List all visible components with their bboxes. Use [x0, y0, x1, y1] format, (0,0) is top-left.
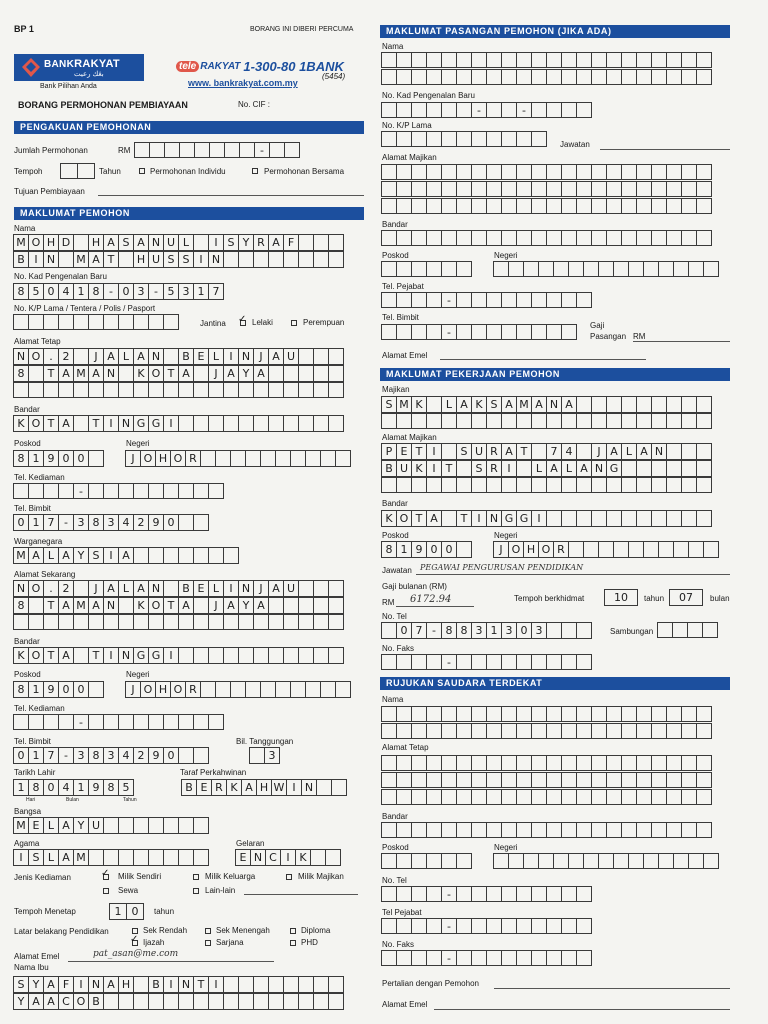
- sek-menengah-checkbox[interactable]: [205, 928, 211, 934]
- alamat-tetap-field-1[interactable]: N O . 2 J A L A N B E L I N J A U: [14, 348, 344, 365]
- sewa-checkbox[interactable]: [103, 888, 109, 894]
- lain-lain-line[interactable]: [244, 894, 358, 895]
- sewa-label: Sewa: [118, 886, 139, 895]
- rujukan-poskod-label: Poskod: [382, 843, 409, 852]
- rujukan-header: RUJUKAN SAUDARA TERDEKAT: [380, 677, 730, 690]
- pasangan-tel-pejabat-label: Tel. Pejabat: [382, 282, 424, 291]
- ibu-field-2[interactable]: Y A A C O B: [14, 993, 344, 1010]
- taraf-label: Taraf Perkahwinan: [180, 768, 247, 777]
- diploma-checkbox[interactable]: [290, 928, 296, 934]
- pasangan-jawatan-line[interactable]: [600, 149, 730, 150]
- rujukan-poskod-field[interactable]: [382, 853, 472, 869]
- pasangan-alamat-field-1[interactable]: [382, 164, 712, 180]
- tele-rakyat-logo: [176, 59, 344, 74]
- tahun-label: Tahun: [99, 167, 121, 176]
- poskod-field[interactable]: 8 1 9 0 0: [14, 450, 104, 467]
- pemohon-header: MAKLUMAT PEMOHON: [14, 207, 364, 220]
- bulan-label: Bulan: [66, 797, 79, 803]
- kp-lama-label: No. K/P Lama / Tentera / Polis / Pasport: [14, 304, 156, 313]
- pasangan-tel-bimbit-field[interactable]: -: [382, 324, 577, 340]
- milik-keluarga-checkbox[interactable]: [193, 874, 199, 880]
- pekerjaan-bandar-field[interactable]: K O T A T I N G G I: [382, 510, 712, 527]
- berkhidmat-bulan-field[interactable]: 07: [670, 589, 703, 606]
- pekerjaan-jawatan-value: PEGAWAI PENGURUSAN PENDIDIKAN: [420, 563, 584, 572]
- milik-sendiri-check-icon: ✓: [101, 868, 110, 879]
- ic-label: No. Kad: [14, 272, 43, 281]
- ibu-label: Nama Ibu: [14, 963, 49, 972]
- tahun-sub-label: Tahun: [123, 797, 137, 803]
- berkhidmat-bulan-label: bulan: [710, 594, 730, 603]
- alamat-tetap-label: Alamat: [14, 337, 39, 346]
- lain-lain-label: Lain-lain: [205, 886, 236, 895]
- alamat-tetap-field-2[interactable]: 8 T A M A N K O T A J A Y A: [14, 365, 344, 382]
- diploma-label: Diploma: [301, 926, 331, 935]
- majikan-field-2[interactable]: [382, 413, 712, 429]
- pasangan-negeri-field[interactable]: [494, 261, 719, 277]
- warganegara-label: Warganegara: [14, 537, 63, 546]
- pasangan-emel-label: Alamat Emel: [382, 351, 428, 360]
- pasangan-poskod-label: Poskod: [382, 251, 409, 260]
- tele-rakyat-text: RAKYAT: [200, 61, 241, 72]
- rujukan-nama-label: Nama: [382, 695, 404, 704]
- gaji-rm-label: RM: [382, 598, 395, 607]
- lahir-field[interactable]: 1 8 0 4 1 9 8 5: [14, 779, 134, 796]
- tel-kediaman-2-field[interactable]: -: [14, 714, 224, 730]
- hotline-alt: (5454): [322, 72, 346, 81]
- berkhidmat-tahun-label: tahun: [644, 594, 665, 603]
- alamat-sekarang-field-2[interactable]: 8 T A M A N K O T A J A Y A: [14, 597, 344, 614]
- poskod-2-label: Poskod: [14, 670, 41, 679]
- menetap-field[interactable]: 1 0: [110, 903, 144, 920]
- website-link[interactable]: www. bankrakyat.com.my: [188, 78, 298, 88]
- kp-lama-field[interactable]: [14, 314, 179, 330]
- agama-field[interactable]: I S L A M: [14, 849, 209, 866]
- lelaki-label: Lelaki: [252, 318, 273, 327]
- agama-label: Agama: [14, 839, 40, 848]
- bersama-label: Permohonan Bersama: [264, 167, 345, 176]
- rujukan-bandar-field[interactable]: [382, 822, 712, 838]
- pekerjaan-negeri-label: Negeri: [494, 531, 518, 540]
- poskod-label: Poskod: [14, 439, 41, 448]
- pasangan-ic-field[interactable]: - -: [382, 102, 592, 118]
- bersama-checkbox[interactable]: [252, 168, 258, 174]
- rujukan-alamat-field-2[interactable]: [382, 772, 712, 788]
- rujukan-negeri-label: Negeri: [494, 843, 518, 852]
- bandar-2-field[interactable]: K O T A T I N G G I: [14, 647, 344, 664]
- rm-label: RM: [118, 146, 131, 155]
- pekerjaan-poskod-label: Poskod: [382, 531, 409, 540]
- rujukan-tel-pejabat-field[interactable]: -: [382, 918, 592, 934]
- bank-rakyat-logo: [14, 54, 144, 81]
- jumlah-field[interactable]: -: [135, 142, 300, 158]
- pertalian-line[interactable]: [494, 988, 730, 989]
- tel-bimbit-2-field[interactable]: 0 1 7 - 3 8 3 4 2 9 0: [14, 747, 209, 764]
- bandar-label: Bandar: [14, 405, 40, 414]
- alamat-sekarang-label: Alamat Sekarang: [14, 570, 76, 579]
- pekerjaan-negeri-field[interactable]: J O H O R: [494, 541, 719, 558]
- pasangan-ic-label-b: Pengenalan Baru: [413, 91, 475, 100]
- hari-label: Hari: [26, 797, 36, 803]
- tempoh-field[interactable]: [61, 163, 95, 179]
- pasangan-nama-field-2[interactable]: [382, 69, 712, 85]
- rujukan-faks-field[interactable]: -: [382, 950, 592, 966]
- pertalian-label: Pertalian dengan Pemohon: [382, 979, 479, 988]
- negeri-field[interactable]: J O H O R: [126, 450, 351, 467]
- ijazah-label: Ijazah: [143, 938, 165, 947]
- hotline-number: 1-300-80 1BANK: [243, 59, 344, 74]
- rujukan-tel-label: No. Tel: [382, 876, 407, 885]
- pasangan-jawatan-label: Jawatan: [560, 140, 590, 149]
- pasangan-kp-label: No. K/P Lama: [382, 121, 432, 130]
- majikan-field-1[interactable]: S M K L A K S A M A N A: [382, 396, 712, 413]
- ic-label-b: Pengenalan Baru: [45, 272, 107, 281]
- bangsa-field[interactable]: M E L A Y U: [14, 817, 209, 834]
- pekerjaan-bandar-label: Bandar: [382, 499, 408, 508]
- rujukan-nama-field-2[interactable]: [382, 723, 712, 739]
- pekerjaan-poskod-field[interactable]: 8 1 9 0 0: [382, 541, 472, 558]
- rujukan-negeri-field[interactable]: [494, 853, 719, 869]
- alamat-majikan-field-2[interactable]: B U K I T S R I L A L A N G: [382, 460, 712, 477]
- menetap-label: Tempoh Menetap: [14, 907, 76, 916]
- bank-arabic-name: بڠك رعيت: [74, 71, 104, 78]
- individu-label: Permohonan Individu: [150, 167, 226, 176]
- nama-field-2[interactable]: B I N M A T H U S S I N: [14, 251, 344, 268]
- gelaran-field[interactable]: E N C I K: [236, 849, 341, 866]
- tanggungan-field[interactable]: 3: [250, 747, 280, 764]
- gaji-value: 6172.94: [410, 594, 452, 605]
- taraf-field[interactable]: B E R K A H W I N: [182, 779, 347, 796]
- nama-field-1[interactable]: M O H D H A S A N U L I S Y R A F: [14, 234, 344, 251]
- pasangan-negeri-label: Negeri: [494, 251, 518, 260]
- ibu-field-1[interactable]: S Y A F I N A H B I N T I: [14, 976, 344, 993]
- phd-label: PHD: [301, 938, 318, 947]
- rujukan-alamat-field-1[interactable]: [382, 755, 712, 771]
- negeri-2-label: Negeri: [126, 670, 150, 679]
- pekerjaan-faks-label: No. Faks: [382, 644, 415, 653]
- tel-kediaman-field[interactable]: -: [14, 483, 224, 499]
- bank-name-a: BANK: [44, 59, 75, 70]
- tujuan-label: Tujuan Pembiayaan: [14, 187, 85, 196]
- rujukan-emel-line[interactable]: [434, 1009, 730, 1010]
- tele-badge: tele: [176, 61, 199, 72]
- pasangan-emel-line[interactable]: [440, 359, 646, 360]
- pasangan-alamat-label: Alamat Majikan: [382, 153, 437, 162]
- gaji-line[interactable]: [396, 606, 474, 607]
- bangsa-label: Bangsa: [14, 807, 42, 816]
- pasangan-gaji-label-b: Pasangan: [590, 332, 627, 341]
- pasangan-gaji-line[interactable]: [633, 341, 730, 342]
- pekerjaan-tel-label: No. Tel: [382, 612, 407, 621]
- negeri-label: Negeri: [126, 439, 150, 448]
- pasangan-gaji-rm: RM: [633, 332, 646, 341]
- poskod-2-field[interactable]: 8 1 9 0 0: [14, 681, 104, 698]
- rujukan-alamat-field-3[interactable]: [382, 789, 712, 805]
- pekerjaan-faks-field[interactable]: -: [382, 654, 592, 670]
- berkhidmat-tahun-field[interactable]: 10: [605, 589, 638, 606]
- lahir-label: Tarikh Lahir: [14, 768, 56, 777]
- alamat-sekarang-field-3[interactable]: [14, 614, 344, 630]
- tanggungan-label: Bil. Tanggungan: [236, 737, 294, 746]
- tel-bimbit-field[interactable]: 0 1 7 - 3 8 3 4 2 9 0: [14, 514, 209, 531]
- berkhidmat-label: Tempoh berkhidmat: [514, 594, 585, 603]
- pasangan-bandar-field[interactable]: [382, 230, 712, 246]
- alamat-majikan-field-1[interactable]: P E T I S U R A T 7 4 J A L A N: [382, 443, 712, 460]
- pasangan-nama-label: Nama: [382, 42, 404, 51]
- pasangan-tel-bimbit-label: Tel. Bimbit: [382, 313, 419, 322]
- alamat-tetap-field-3[interactable]: [14, 382, 344, 398]
- sek-menengah-label: Sek Menengah: [216, 926, 270, 935]
- lain-lain-checkbox[interactable]: [193, 888, 199, 894]
- sambungan-label: Sambungan: [610, 627, 654, 636]
- alamat-majikan-label: Alamat Majikan: [382, 433, 437, 442]
- rujukan-faks-label: No. Faks: [382, 940, 415, 949]
- menetap-unit: tahun: [154, 907, 175, 916]
- tel-bimbit-label: Tel. Bimbit: [14, 504, 51, 513]
- gelaran-label: Gelaran: [236, 839, 265, 848]
- jumlah-label: Jumlah Permohonan: [14, 146, 88, 155]
- tel-bimbit-2-label: Tel. Bimbit: [14, 737, 51, 746]
- sarjana-label: Sarjana: [216, 938, 244, 947]
- kediaman-label: Jenis Kediaman: [14, 873, 71, 882]
- tujuan-line[interactable]: [98, 195, 364, 196]
- rujukan-emel-label: Alamat Emel: [382, 1000, 428, 1009]
- pasangan-ic-label: No. Kad: [382, 91, 411, 100]
- pekerjaan-tel-field[interactable]: 0 7 - 8 8 3 1 3 0 3: [382, 622, 592, 639]
- milik-sendiri-label: Milik Sendiri: [118, 872, 162, 881]
- tel-kediaman-2-label: Tel. Kediaman: [14, 704, 65, 713]
- jantina-label: Jantina: [200, 319, 226, 328]
- emel-line[interactable]: [68, 961, 274, 962]
- pasangan-kp-field[interactable]: [382, 131, 547, 147]
- tempoh-label: Tempoh: [14, 167, 43, 176]
- rujukan-tel-pejabat-label: Tel Pejabat: [382, 908, 422, 917]
- form-code: BP 1: [14, 24, 34, 34]
- perempuan-label: Perempuan: [303, 318, 345, 327]
- pengakuan-header: PENGAKUAN PEMOHONAN: [14, 121, 364, 134]
- milik-majikan-label: Milik Majikan: [298, 872, 344, 881]
- pasangan-gaji-label: Gaji: [590, 321, 605, 330]
- bandar-2-label: Bandar: [14, 637, 40, 646]
- milik-keluarga-label: Milik Keluarga: [205, 872, 256, 881]
- bank-emblem-icon: [20, 57, 42, 78]
- nama-label: Nama: [14, 224, 36, 233]
- tel-kediaman-label: Tel. Kediaman: [14, 473, 65, 482]
- emel-label: Alamat Emel: [14, 952, 60, 961]
- pekerjaan-jawatan-label: Jawatan: [382, 566, 412, 575]
- alamat-majikan-field-3[interactable]: [382, 477, 712, 493]
- sambungan-field[interactable]: [658, 622, 718, 638]
- bandar-field[interactable]: K O T A T I N G G I: [14, 415, 344, 432]
- milik-majikan-checkbox[interactable]: [286, 874, 292, 880]
- rujukan-nama-field-1[interactable]: [382, 706, 712, 722]
- rujukan-bandar-label: Bandar: [382, 812, 408, 821]
- pasangan-header: MAKLUMAT PASANGAN PEMOHON (JIKA ADA): [380, 25, 730, 38]
- form-title: BORANG PERMOHONAN PEMBIAYAAN: [18, 100, 188, 110]
- pasangan-alamat-field-3[interactable]: [382, 198, 712, 214]
- gaji-label: Gaji bulanan (RM): [382, 582, 447, 591]
- phd-checkbox[interactable]: [290, 940, 296, 946]
- rujukan-alamat-label: Alamat Tetap: [382, 743, 429, 752]
- cif-label: No. CIF :: [238, 100, 271, 109]
- sarjana-checkbox[interactable]: [205, 940, 211, 946]
- individu-checkbox[interactable]: [139, 168, 145, 174]
- rujukan-tel-field[interactable]: -: [382, 886, 592, 902]
- ijazah-check-icon: ✓: [130, 934, 139, 945]
- alamat-sekarang-field-1[interactable]: N O . 2 J A L A N B E L I N J A U: [14, 580, 344, 597]
- perempuan-checkbox[interactable]: [291, 320, 297, 326]
- pekerjaan-jawatan-line[interactable]: [416, 574, 730, 575]
- bank-name-b: RAKYAT: [74, 58, 120, 70]
- pasangan-alamat-field-2[interactable]: [382, 181, 712, 197]
- pasangan-tel-pejabat-field[interactable]: -: [382, 292, 592, 308]
- alamat-tetap-label-b: Tetap: [40, 337, 61, 346]
- bank-tagline: Bank Pilihan Anda: [40, 83, 97, 90]
- pekerjaan-header: MAKLUMAT PEKERJAAN PEMOHON: [380, 368, 730, 381]
- pendidikan-label: Latar belakang Pendidikan: [14, 927, 109, 936]
- emel-value: pat_asan@me.com: [93, 949, 179, 959]
- sek-rendah-label: Sek Rendah: [143, 926, 188, 935]
- warganegara-field[interactable]: M A L A Y S I A: [14, 547, 239, 564]
- pasangan-poskod-field[interactable]: [382, 261, 472, 277]
- negeri-2-field[interactable]: J O H O R: [126, 681, 351, 698]
- free-notice: BORANG INI DIBERI PERCUMA: [250, 26, 354, 33]
- pasangan-bandar-label: Bandar: [382, 220, 408, 229]
- majikan-label: Majikan: [382, 385, 410, 394]
- pasangan-nama-field-1[interactable]: [382, 52, 712, 68]
- lelaki-check-icon: ✓: [238, 314, 247, 325]
- ic-field[interactable]: 8 5 0 4 1 8 - 0 3 - 5 3 1 7: [14, 283, 224, 300]
